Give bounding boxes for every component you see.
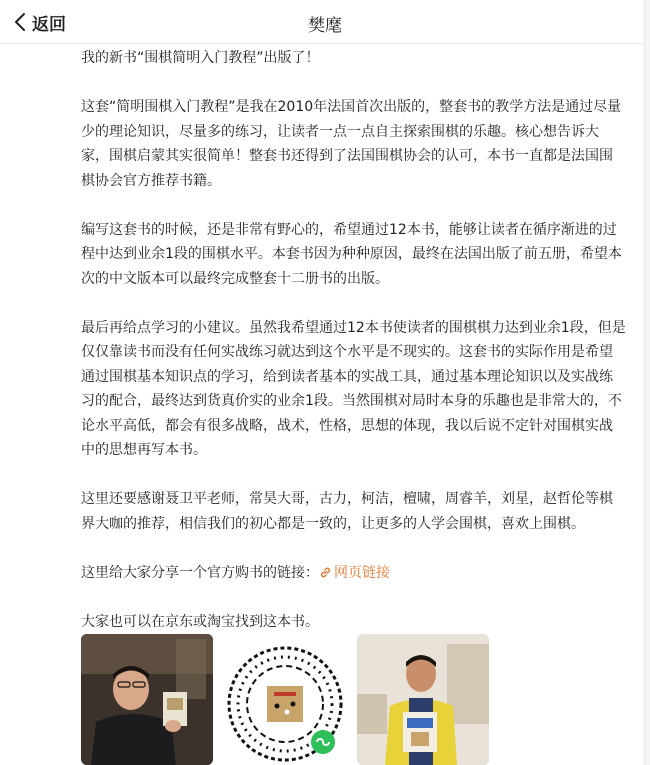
top-nav-bar [0,0,650,44]
scrollbar-track[interactable] [644,0,650,765]
purchase-link-label: 网页链接 [334,564,390,581]
article-paragraph-3: 编写这套书的时候，还是非常有野心的，希望通过12本书，能够让读者在循序渐进的过程中达到业余1段的围棋水平。本套书因为种种原因，最终在法国出版了前五册，希望本次的中文版本可以最终完成整套十二册书的出版。 [81,221,622,287]
article-paragraph-6 [81,561,626,586]
photo-author-holding-book[interactable] [81,634,213,765]
article-paragraph-5: 这里还要感谢聂卫平老师，常昊大哥，古力，柯洁，檀啸，周睿羊，刘星，赵哲伦等棋界大咖的推荐，相信我们的初心都是一致的，让更多的人学会围棋，喜欢上围棋。 [81,491,613,532]
back-label: 返回 [32,14,66,35]
photo-gallery [81,634,495,765]
photo-author-with-book[interactable] [357,634,489,765]
link-icon [319,566,332,579]
article-paragraph-2: 这套“简明围棋入门教程”是我在2010年法国首次出版的，整套书的教学方法是通过尽量少的理论知识，尽量多的练习，让读者一点一点自主探索围棋的乐趣。核心想告诉大家，围棋启蒙其实很简单！整套书还得到了法国围棋协会的认可，本书一直都是法国围棋协会官方推荐书籍。 [81,99,622,189]
article-paragraph-7: 大家也可以在京东或淘宝找到这本书。 [81,613,319,630]
purchase-link[interactable] [319,565,390,581]
article-paragraph-4: 最后再给点学习的小建议。虽然我希望通过12本书使读者的围棋棋力达到业余1段，但是仅仅靠读书而没有任何实战练习就达到这个水平是不现实的。这套书的实际作用是希望通过围棋基本知识点的学习，给到读者基本的实战工具，通过基本理论知识以及实战练习的配合，最终达到货真价实的业余1段。当然围棋对局时本身的乐趣也是非常大的，不论水平高低，都会有很多战略，战术，性格，思想的体现，我以后说不定针对围棋实战中的思想再写本书。 [81,319,626,458]
article-body [81,44,626,634]
qr-code-image[interactable] [219,634,351,765]
page-title: 樊麾 [308,16,342,36]
purchase-link-prefix: 这里给大家分享一个官方购书的链接： [81,564,319,581]
article-paragraph-1: 我的新书“围棋简明入门教程”出版了！ [81,50,320,66]
